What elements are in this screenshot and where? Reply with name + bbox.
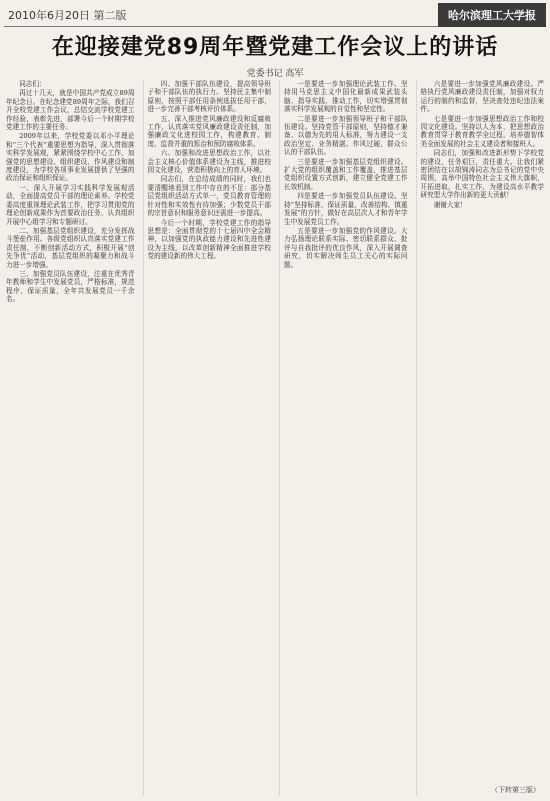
continued-note: （下转第三版） [491,786,540,794]
paragraph: 同志们： [19,80,46,88]
page-header [4,4,546,27]
paragraph: 再过十几天，就是中国共产党成立89周年纪念日。在纪念建党89周年之际，我们召开全校党建工作会议，总结交流学校党建工作经验，表彰先进，部署今后一个时期学校党建工作的主要任务。 [6,89,135,132]
paragraph: 同志们，加强和改进新形势下学校党的建设，任务艰巨，责任重大。让我们紧密团结在以胡锦涛同志为总书记的党中央周围，高举中国特色社会主义伟大旗帜，开拓进取，扎实工作，为建设高水平教学研究型大学作出新的更大贡献！ [420,149,544,200]
paragraph: 二是要进一步加强领导班子和干部队伍建设。坚持党管干部原则，坚持德才兼备、以德为先的用人标准，努力建设一支政治坚定、业务精湛、作风过硬、群众公认的干部队伍。 [284,114,408,157]
paragraph: 五、深入推进党风廉政建设和反腐败工作，认真落实党风廉政建设责任制，加强廉政文化进校园工作，构建教育、制度、监督并重的惩治和预防腐败体系。 [147,114,271,148]
paragraph: 2009年以来，学校党委以邓小平理论和“三个代表”重要思想为指导，深入贯彻落实科学发展观，紧紧围绕学校中心工作，加强党的思想建设、组织建设、作风建设和制度建设，为学校各项事业发展提供了坚强的政治保证和组织保证。 [6,132,135,183]
article-column [143,80,272,795]
paragraph: 一、深入开展学习实践科学发展观活动，全面提高党员干部的理论素养。学校党委高度重视理论武装工作，把学习贯彻党的理论创新成果作为首要政治任务，认真组织开展中心组学习和专题研讨。 [6,183,135,226]
paragraph: 七是要进一步加强思想政治工作和校园文化建设。坚持以人为本，把思想政治教育贯穿于教育教学全过程，培养德智体美全面发展的社会主义建设者和接班人。 [420,114,544,148]
paragraph: 一是要进一步加强理论武装工作。坚持用马克思主义中国化最新成果武装头脑、指导实践、推动工作，切实增强贯彻落实科学发展观的自觉性和坚定性。 [284,80,408,114]
paragraph: 二、加强基层党组织建设，充分发挥战斗堡垒作用。各级党组织认真落实党建工作责任制，不断创新活动方式，积极开展“创先争优”活动，基层党组织的凝聚力和战斗力进一步增强。 [6,226,135,269]
issue-date-page: 2010年6月20日 第二版 [8,9,127,22]
paragraph: 今后一个时期，学校党建工作的指导思想是：全面贯彻党的十七届四中全会精神，以加强党的执政能力建设和先进性建设为主线，以改革创新精神全面推进学校党的建设新的伟大工程。 [147,218,271,261]
paragraph: 三是要进一步加强基层党组织建设。扩大党的组织覆盖和工作覆盖，推进基层党组织设置方式创新，建立健全党建工作长效机制。 [284,157,408,191]
article-byline: 党委书记 高军 [246,69,304,79]
newspaper-name: 哈尔滨理工大学报 [438,3,546,27]
article-column [6,80,135,795]
article-column [416,80,545,795]
article-title: 在迎接建党89周年暨党建工作会议上的讲话 [51,35,499,60]
paragraph: 四是要进一步加强党员队伍建设。坚持“坚持标准、保证质量、改善结构、慎重发展”的方针，做好在高层次人才和青年学生中发展党员工作。 [284,192,408,226]
paragraph: 四、加强干部队伍建设，提高领导班子和干部队伍的执行力。坚持民主集中制原则，按照干部任用条例选拔任用干部，进一步完善干部考核评价体系。 [147,80,271,114]
paragraph: 三、加强党员队伍建设，注重在优秀青年教师和学生中发展党员，严格标准，规范程序，保证质量，全年共发展党员一千余名。 [6,269,135,304]
paragraph: 谢谢大家！ [433,200,467,209]
article-body [6,80,544,795]
paragraph: 同志们，在总结成绩的同时，我们也要清醒地看到工作中存在的不足：部分基层党组织活动方式单一，党员教育管理的针对性和实效性有待加强；少数党员干部的宗旨意识和服务意识还需进一步提高。 [147,175,271,218]
article-column [279,80,408,795]
paragraph: 五是要进一步加强党的作风建设。大力弘扬理论联系实际、密切联系群众、批评与自我批评的优良作风，深入开展调查研究，切实解决师生员工关心的实际问题。 [284,226,408,269]
paragraph: 六是要进一步加强党风廉政建设。严格执行党风廉政建设责任制，加强对权力运行的制约和监督，坚决查处违纪违法案件。 [420,80,544,114]
paragraph: 六、加强和改进思想政治工作，以社会主义核心价值体系建设为主线，推进校园文化建设，营造积极向上的育人环境。 [147,149,271,175]
